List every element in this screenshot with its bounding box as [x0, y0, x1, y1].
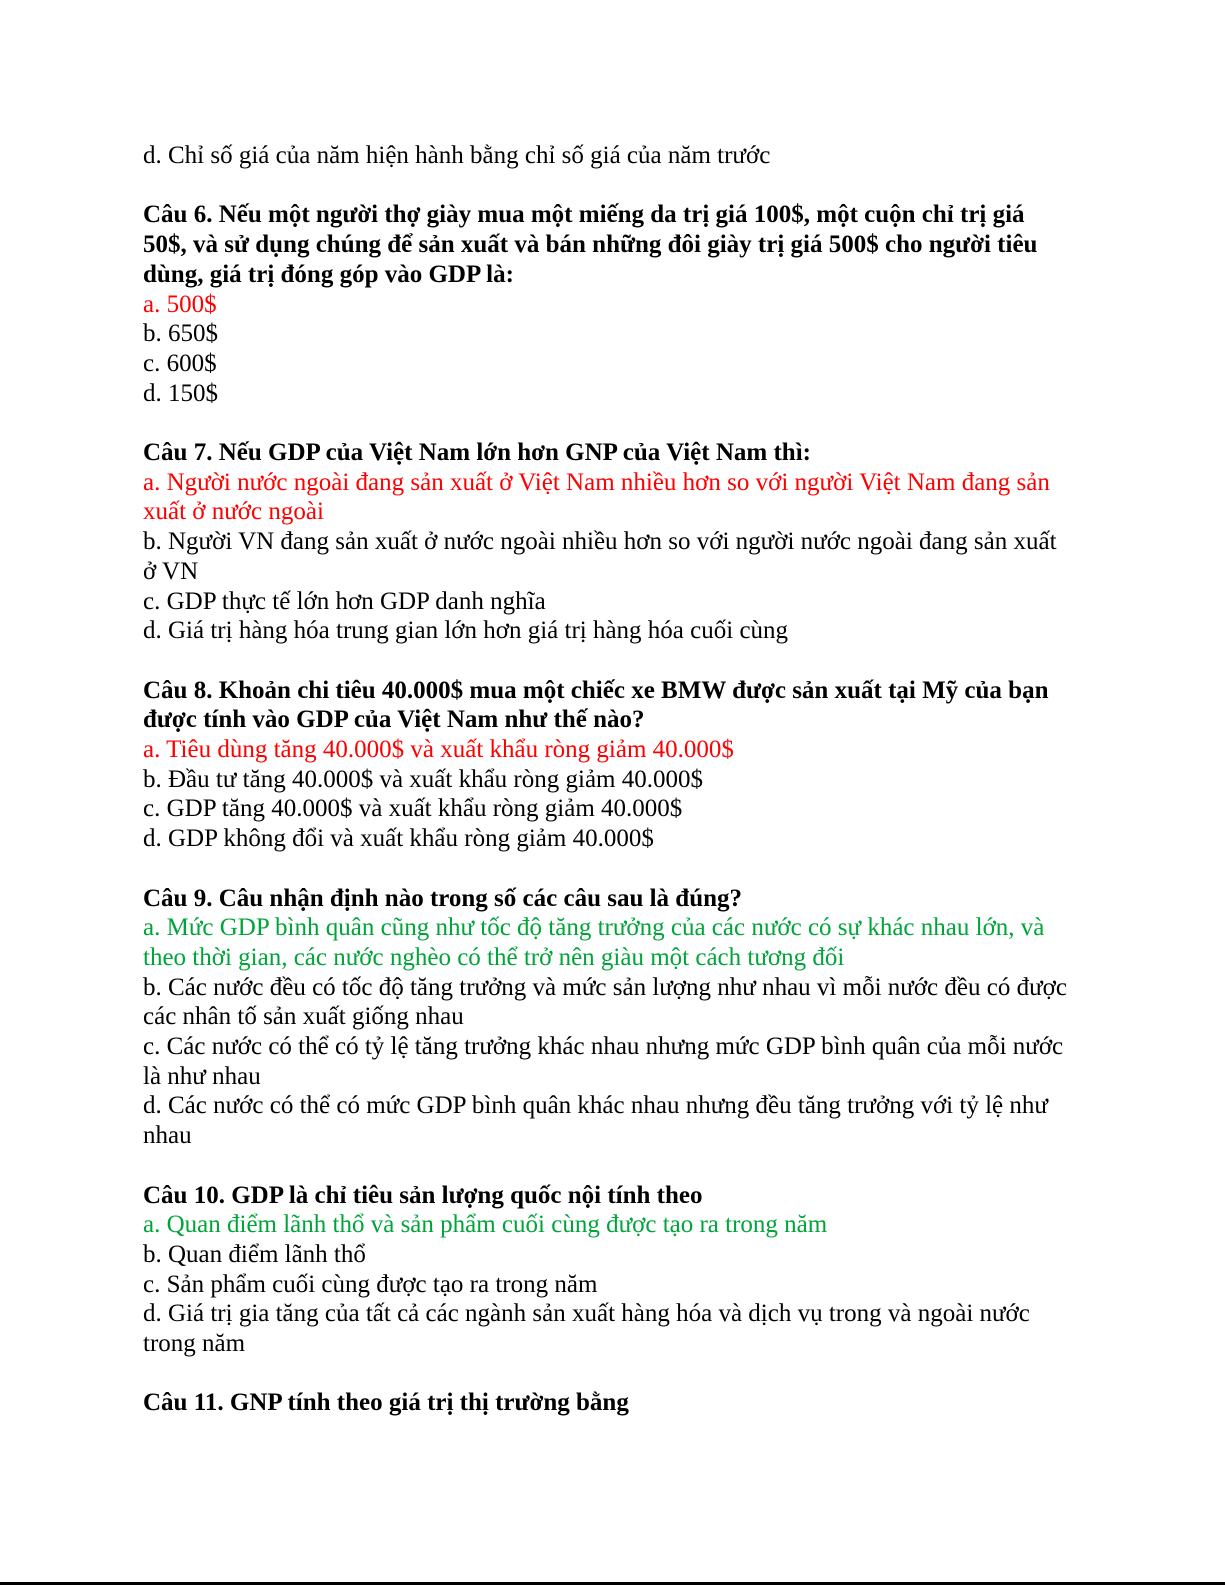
paragraph-gap [143, 408, 1068, 438]
paragraph-gap [143, 854, 1068, 884]
question-6-text: Câu 6. Nếu một người thợ giày mua một miếng da trị giá 100$, một cuộn chỉ trị giá 50$, và sử dụng chúng để sản xuất và bán những đôi giày trị giá 500$ cho người tiêu dùng, giá trị đóng góp vào GDP là: [143, 201, 1038, 288]
previous-answer-d: d. Chỉ số giá của năm hiện hành bằng chỉ số giá của năm trước [143, 142, 771, 169]
question-10-answer-c: c. Sản phẩm cuối cùng được tạo ra trong năm [143, 1270, 598, 1298]
question-11 [143, 1388, 1068, 1418]
paragraph-gap [143, 171, 1068, 201]
question-9-text: Câu 9. Câu nhận định nào trong số các câu sau là đúng? [143, 884, 743, 912]
paragraph-gap [143, 1359, 1068, 1389]
question-7-answer-a: a. Người nước ngoài đang sản xuất ở Việt Nam nhiều hơn so với người Việt Nam đang sản xuất ở nước ngoài [143, 468, 1050, 526]
question-6-answer-d: d. 150$ [143, 379, 218, 407]
paragraph-gap [143, 646, 1068, 676]
question-11-text: Câu 11. GNP tính theo giá trị thị trường bằng [143, 1389, 629, 1417]
question-10 [143, 1181, 1068, 1359]
question-8-answer-b: b. Đầu tư tăng 40.000$ và xuất khẩu ròng giảm 40.000$ [143, 765, 703, 793]
question-7-answer-c: c. GDP thực tế lớn hơn GDP danh nghĩa [143, 587, 546, 615]
question-8-answer-a: a. Tiêu dùng tăng 40.000$ và xuất khẩu ròng giảm 40.000$ [143, 736, 734, 764]
paragraph-gap [143, 1151, 1068, 1181]
question-10-text: Câu 10. GDP là chỉ tiêu sản lượng quốc nội tính theo [143, 1181, 703, 1209]
question-7-text: Câu 7. Nếu GDP của Việt Nam lớn hơn GNP của Việt Nam thì: [143, 439, 811, 466]
document-page [143, 141, 1068, 1418]
question-8 [143, 676, 1068, 854]
question-6-answer-c: c. 600$ [143, 349, 217, 377]
question-9-answer-c: c. Các nước có thể có tỷ lệ tăng trưởng khác nhau nhưng mức GDP bình quân của mỗi nước là như nhau [143, 1033, 1064, 1090]
question-6 [143, 200, 1068, 408]
question-7-answer-d: d. Giá trị hàng hóa trung gian lớn hơn giá trị hàng hóa cuối cùng [143, 617, 789, 645]
question-8-answer-d: d. GDP không đổi và xuất khẩu ròng giảm 40.000$ [143, 825, 654, 853]
question-10-answer-b: b. Quan điểm lãnh thổ [143, 1240, 366, 1268]
question-7-answer-b: b. Người VN đang sản xuất ở nước ngoài nhiều hơn so với người nước ngoài đang sản xuất ở VN [143, 528, 1057, 585]
question-9-answer-d: d. Các nước có thể có mức GDP bình quân khác nhau nhưng đều tăng trưởng với tỷ lệ như nhau [143, 1092, 1048, 1150]
question-6-answer-b: b. 650$ [143, 320, 218, 348]
question-6-answer-a: a. 500$ [143, 290, 217, 318]
question-7 [143, 438, 1068, 646]
question-8-answer-c: c. GDP tăng 40.000$ và xuất khẩu ròng giảm 40.000$ [143, 795, 683, 823]
question-9-answer-a: a. Mức GDP bình quân cũng như tốc độ tăng trưởng của các nước có sự khác nhau lớn, và theo thời gian, các nước nghèo có thể trở nên giàu một cách tương đối [143, 914, 1045, 971]
question-8-text: Câu 8. Khoản chi tiêu 40.000$ mua một chiếc xe BMW được sản xuất tại Mỹ của bạn được tính vào GDP của Việt Nam như thế nào? [143, 676, 1049, 734]
question-9 [143, 884, 1068, 1151]
question-9-answer-b: b. Các nước đều có tốc độ tăng trưởng và mức sản lượng như nhau vì mỗi nước đều có được các nhân tố sản xuất giống nhau [143, 973, 1067, 1031]
question-10-answer-a: a. Quan điểm lãnh thổ và sản phẩm cuối cùng được tạo ra trong năm [143, 1211, 828, 1239]
question-10-answer-d: d. Giá trị gia tăng của tất cả các ngành sản xuất hàng hóa và dịch vụ trong và ngoài nước trong năm [143, 1300, 1030, 1358]
